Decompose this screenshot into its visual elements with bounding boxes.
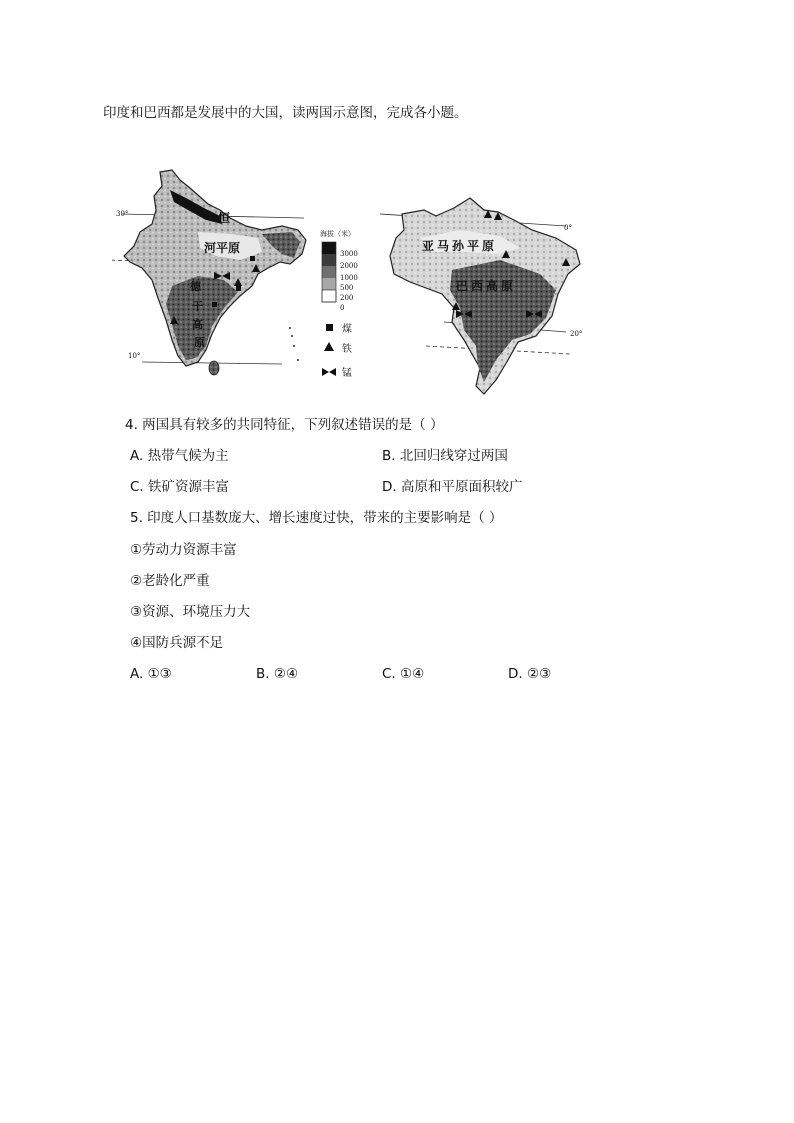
legend-level-2000: 2000 bbox=[340, 262, 358, 270]
bowtie-manganese-icon bbox=[322, 368, 336, 376]
plateau-label-3: 高 bbox=[192, 318, 203, 331]
q4-option-a[interactable]: A. 热带气候为主 bbox=[130, 448, 229, 464]
square-coal-icon bbox=[326, 324, 333, 331]
legend-level-1000: 1000 bbox=[340, 274, 358, 282]
q4-stem: 4. 两国具有较多的共同特征，下列叙述错误的是（ ） bbox=[125, 417, 444, 433]
lat-30-label: 30° bbox=[116, 210, 129, 218]
brazil-plateau-label: 巴西高原 bbox=[456, 279, 517, 293]
legend-level-0: 0 bbox=[340, 304, 345, 312]
plain-label-heng: 恒 bbox=[218, 211, 231, 225]
q5-stem: 5. 印度人口基数庞大、增长速度过快，带来的主要影响是（ ） bbox=[130, 510, 503, 526]
lat-20-label: 20° bbox=[570, 330, 583, 338]
brazil-map bbox=[380, 190, 590, 400]
legend-coal-label: 煤 bbox=[342, 324, 352, 335]
legend-title: 海拔（米） bbox=[320, 230, 355, 238]
lat-10-label: 10° bbox=[128, 352, 141, 360]
q4-option-b[interactable]: B. 北回归线穿过两国 bbox=[382, 448, 508, 464]
plateau-label-2: 干 bbox=[192, 300, 203, 313]
plateau-label-1: 德 bbox=[190, 280, 201, 293]
coal-icon bbox=[250, 256, 255, 261]
legend-level-200: 200 bbox=[340, 294, 354, 302]
legend-level-3000: 3000 bbox=[340, 250, 358, 258]
elevation-legend bbox=[318, 228, 374, 388]
amazon-plain-label: 亚马孙平原 bbox=[422, 239, 498, 253]
q5-option-d[interactable]: D. ②③ bbox=[508, 666, 552, 682]
legend-manganese-label: 锰 bbox=[342, 368, 352, 379]
legend-iron-label: 铁 bbox=[342, 344, 352, 355]
q4-option-c[interactable]: C. 铁矿资源丰富 bbox=[130, 479, 230, 495]
q4-option-d[interactable]: D. 高原和平原面积较广 bbox=[382, 479, 523, 495]
lat-0-label: 0° bbox=[564, 224, 572, 232]
coal-icon bbox=[212, 302, 217, 307]
q5-item-3: ③资源、环境压力大 bbox=[130, 604, 251, 620]
q5-item-1: ①劳动力资源丰富 bbox=[130, 542, 237, 558]
intro-text: 印度和巴西都是发展中的大国，读两国示意图，完成各小题。 bbox=[103, 105, 468, 121]
plateau-label-4: 原 bbox=[194, 336, 205, 349]
q5-item-4: ④国防兵源不足 bbox=[130, 635, 224, 651]
q5-item-2: ②老龄化严重 bbox=[130, 573, 210, 589]
q5-option-b[interactable]: B. ②④ bbox=[256, 666, 299, 682]
plain-label-ganges: 河平原 bbox=[204, 241, 241, 255]
coal-icon bbox=[236, 286, 241, 291]
legend-level-500: 500 bbox=[340, 284, 354, 292]
q5-option-a[interactable]: A. ①③ bbox=[130, 666, 172, 682]
triangle-iron-icon bbox=[324, 342, 334, 351]
q5-option-c[interactable]: C. ①④ bbox=[382, 666, 425, 682]
